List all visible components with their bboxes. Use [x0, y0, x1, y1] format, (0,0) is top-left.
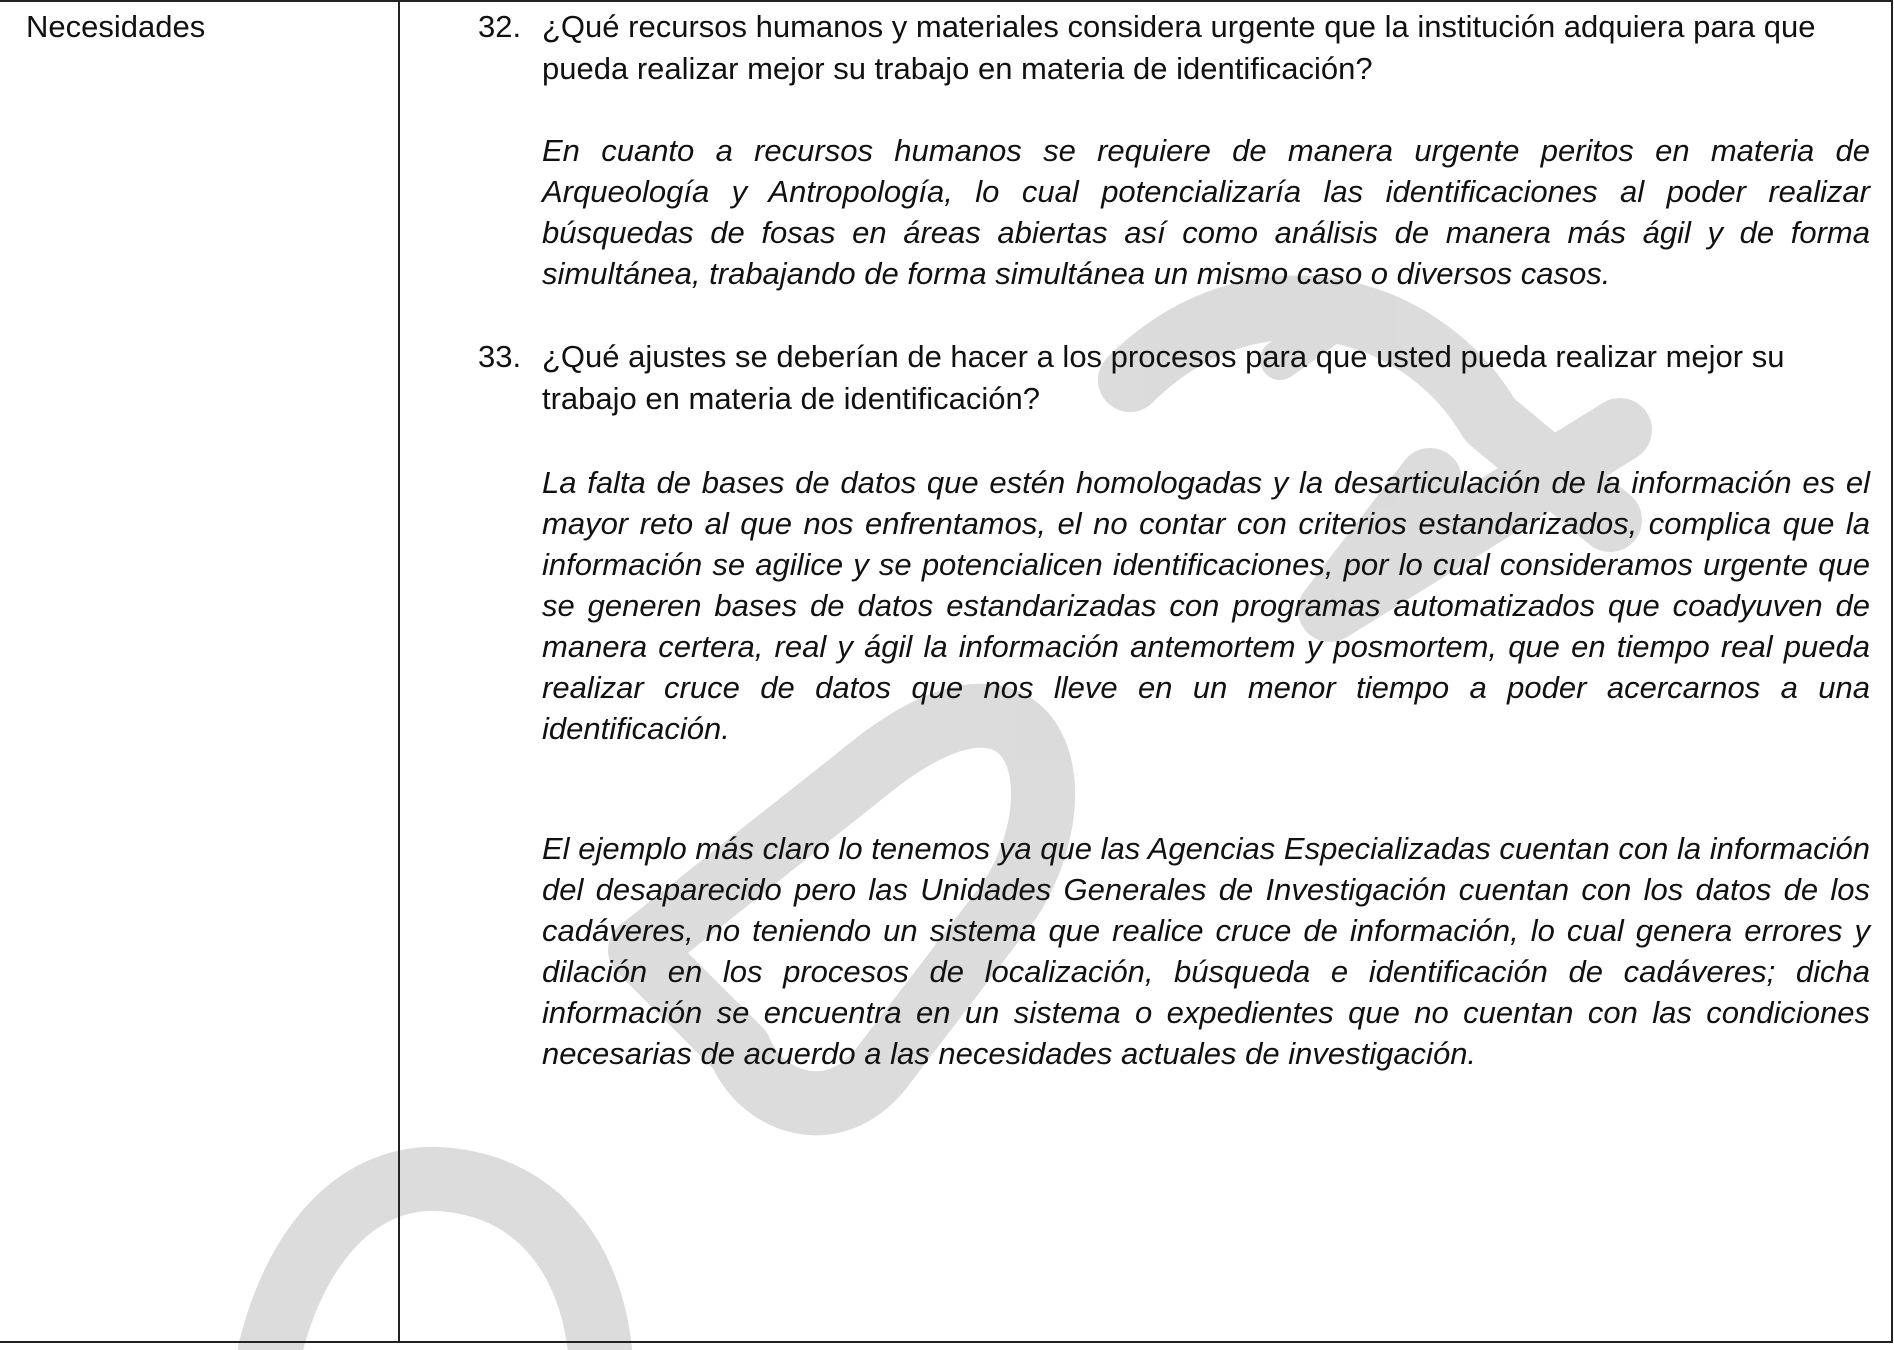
question-number: 32.: [478, 9, 522, 44]
column-divider: [398, 2, 400, 1341]
question-text: ¿Qué ajustes se deberían de hacer a los procesos para que usted pueda realizar mejor su trabajo en materia de identificación?: [542, 339, 1785, 416]
question-33: [478, 336, 1870, 420]
answer-32: En cuanto a recursos humanos se requiere de manera urgente peritos en materia de Arqueología y Antropología, lo cual potencializaría las identificaciones al poder realizar búsquedas de fosas en áreas abiertas así como análisis de manera más ágil y de forma simultánea, trabajando de forma simultánea un mismo caso o diversos casos.: [542, 133, 1870, 291]
question-32: [478, 6, 1870, 90]
answer-33-paragraph-1: La falta de bases de datos que estén homologadas y la desarticulación de la información es el mayor reto al que nos enfrentamos, el no contar con criterios estandarizados, complica que la información se agilice y se potencialicen identificaciones, por lo cual consideramos urgente que se generen bases de datos estandarizadas con programas automatizados que coadyuven de manera certera, real y ágil la información antemortem y posmortem, que en tiempo real pueda realizar cruce de datos que nos lleve en un menor tiempo a poder acercarnos a una identificación.: [542, 465, 1870, 746]
answer-33-paragraph-2: El ejemplo más claro lo tenemos ya que las Agencias Especializadas cuentan con la información del desaparecido pero las Unidades Generales de Investigación cuentan con los datos de los cadáveres, no teniendo un sistema que realice cruce de información, lo cual genera errores y dilación en los procesos de localización, búsqueda e identificación de cadáveres; dicha información se encuentra en un sistema o expedientes que no cuentan con las condiciones necesarias de acuerdo a las necesidades actuales de investigación.: [542, 831, 1870, 1071]
questions-column: [478, 6, 1870, 1074]
question-number: 33.: [478, 339, 522, 374]
category-label: Necesidades: [26, 9, 206, 44]
question-text: ¿Qué recursos humanos y materiales considera urgente que la institución adquiera para que pueda realizar mejor su trabajo en materia de identificación?: [542, 9, 1816, 86]
